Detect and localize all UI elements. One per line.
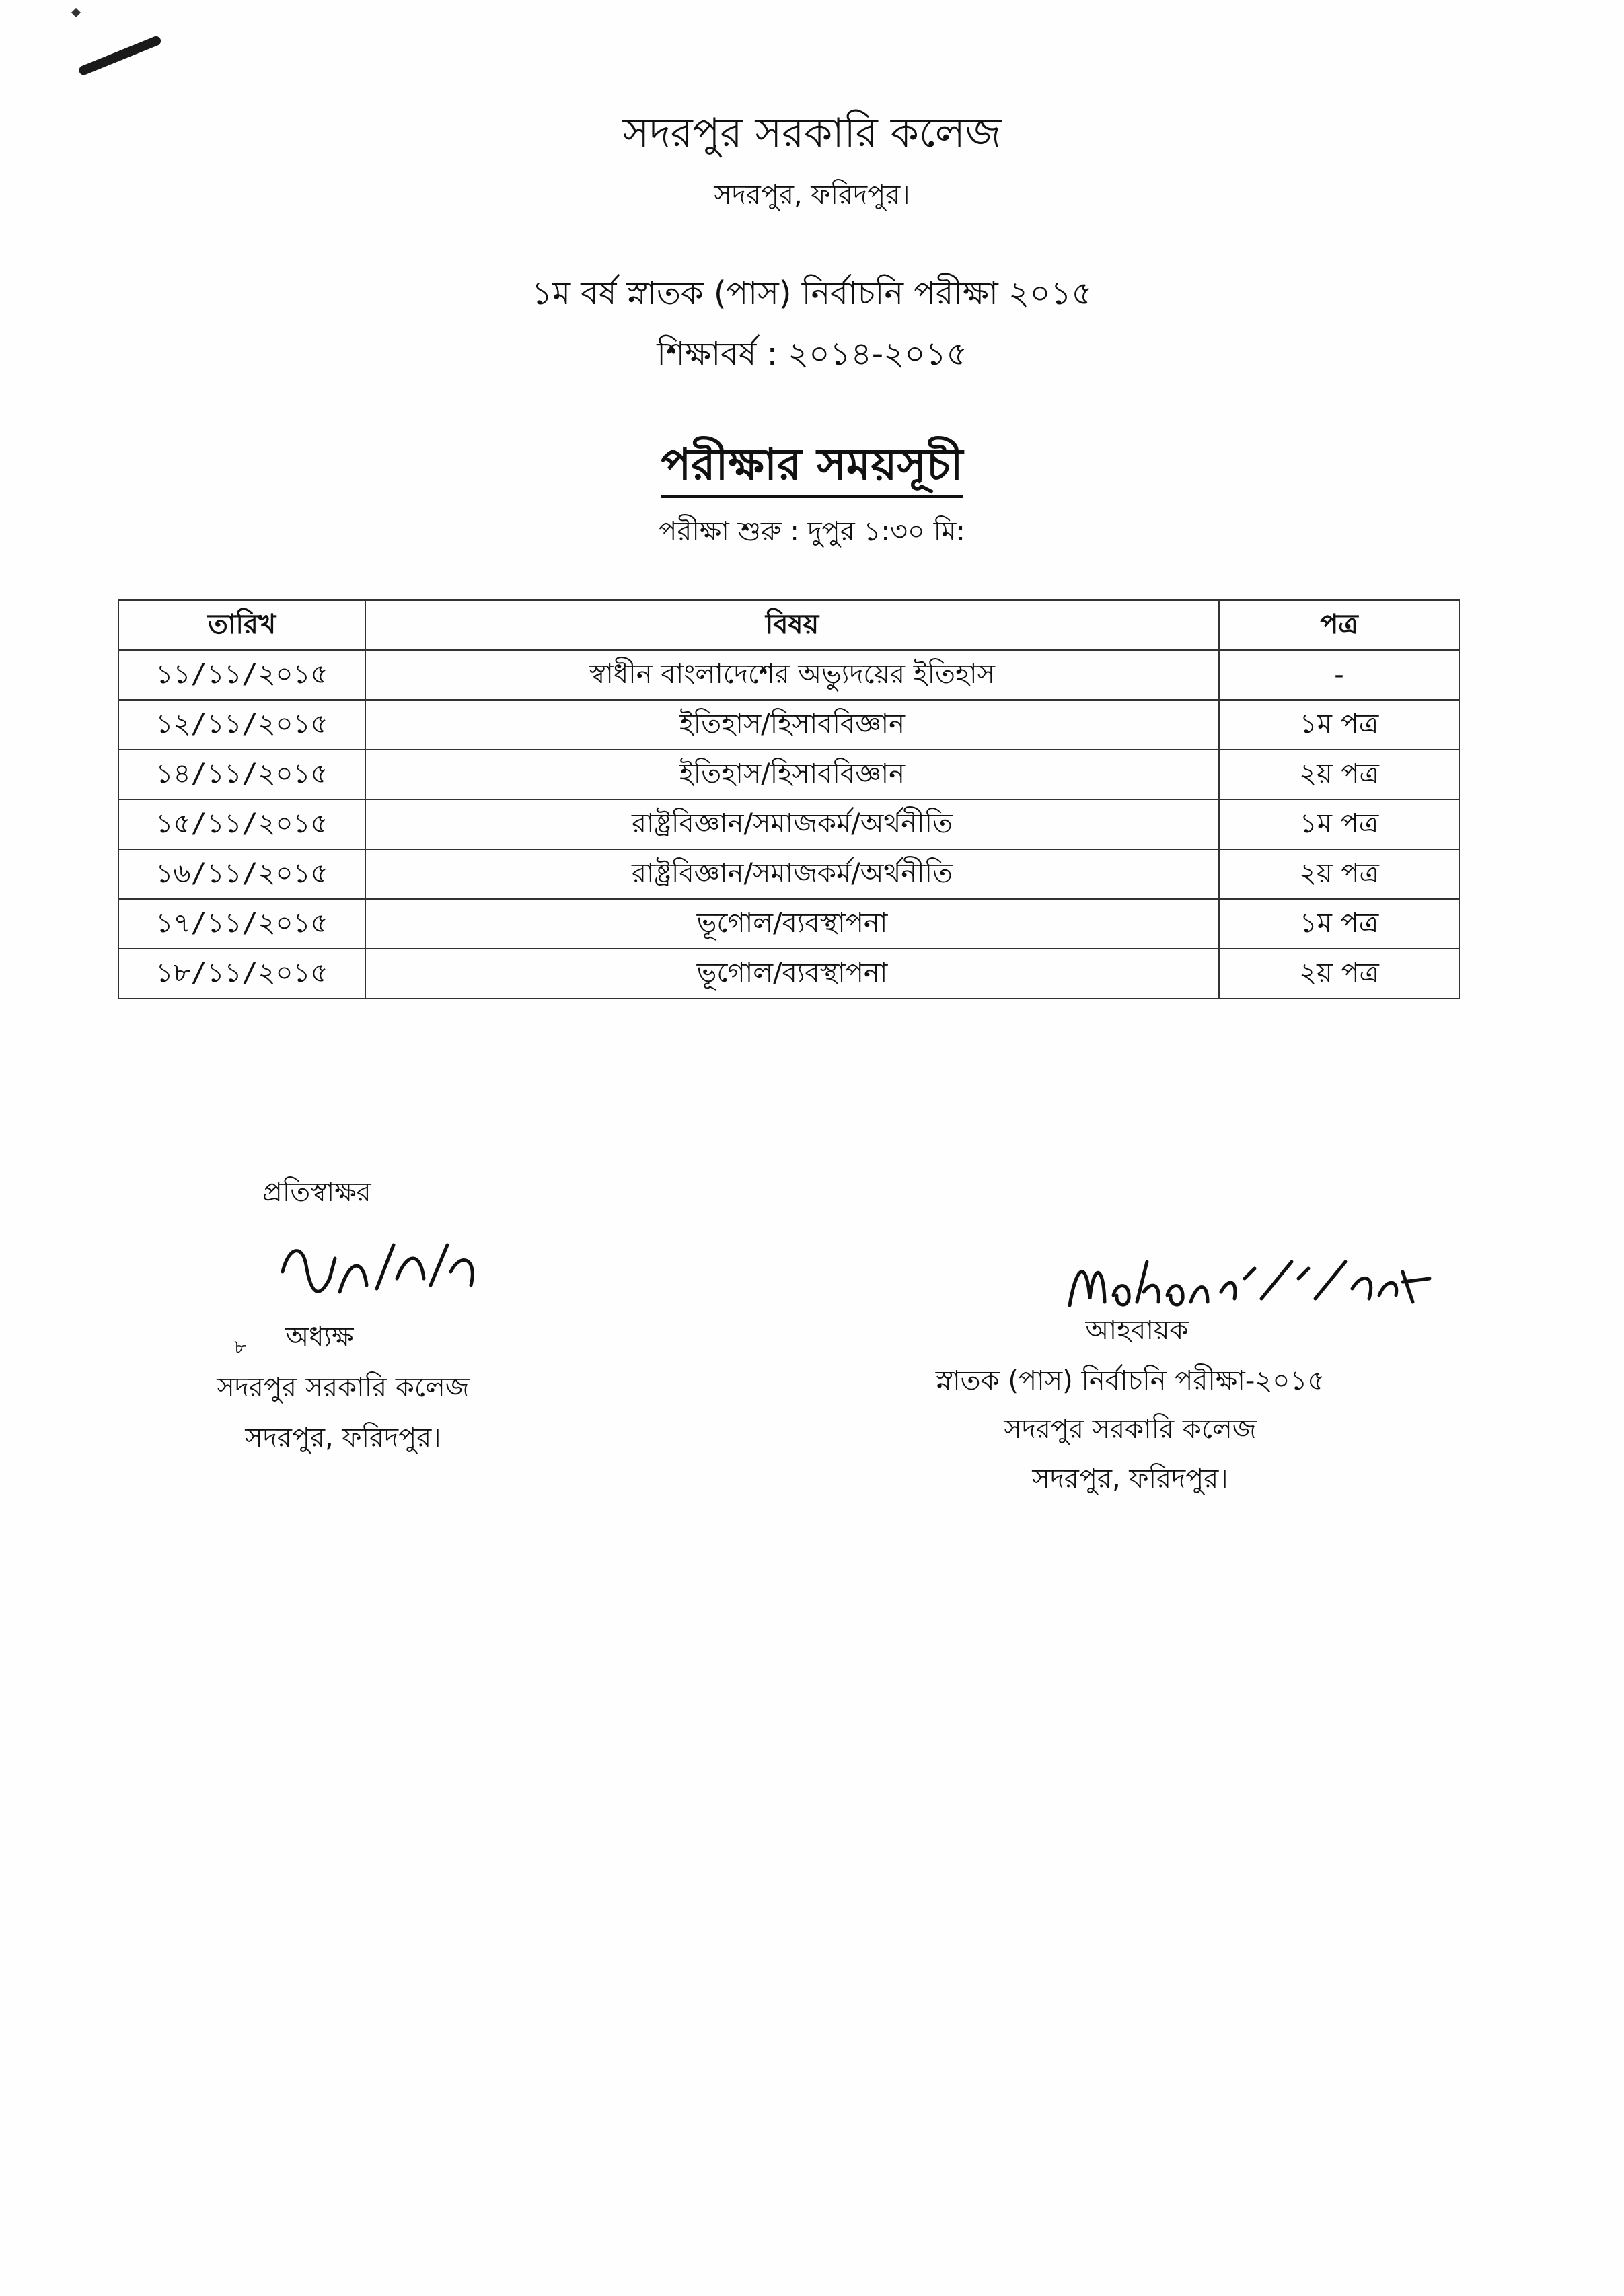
row-paper: ১ম পত্র [1219, 799, 1459, 849]
row-date: ১৭/১১/২০১৫ [118, 899, 365, 949]
small-mark: ৮ [234, 1336, 247, 1358]
row-subject: ইতিহাস/হিসাববিজ্ঞান [365, 700, 1219, 750]
table-row [118, 849, 1459, 899]
row-subject: ভূগোল/ব্যবস্থাপনা [365, 949, 1219, 999]
scan-mark [71, 8, 81, 17]
row-paper: - [1219, 650, 1459, 700]
row-subject: রাষ্ট্রবিজ্ঞান/সমাজকর্ম/অর্থনীতি [365, 849, 1219, 899]
row-paper: ২য় পত্র [1219, 750, 1459, 799]
row-date: ১১/১১/২০১৫ [118, 650, 365, 700]
row-date: ১৬/১১/২০১৫ [118, 849, 365, 899]
convener-institution: সদরপুর সরকারি কলেজ [1004, 1414, 1257, 1445]
table-header-row [118, 600, 1459, 651]
principal-role: অধ্যক্ষ [285, 1322, 354, 1353]
table-row [118, 750, 1459, 799]
principal-signature [276, 1231, 491, 1319]
academic-session: শিক্ষাবর্ষ : ২০১৪-২০১৫ [657, 335, 967, 373]
row-date: ১৮/১১/২০১৫ [118, 949, 365, 999]
exam-start-time: পরীক্ষা শুরু : দুপুর ১:৩০ মি: [659, 516, 965, 547]
row-paper: ১ম পত্র [1219, 899, 1459, 949]
table-row [118, 799, 1459, 849]
row-paper: ২য় পত্র [1219, 849, 1459, 899]
college-address: সদরপুর, ফরিদপুর। [714, 180, 910, 211]
college-name: সদরপুর সরকারি কলেজ [622, 110, 1002, 157]
convener-address: সদরপুর, ফরিদপুর। [1032, 1464, 1228, 1495]
header-paper: পত্র [1219, 600, 1459, 651]
row-date: ১৫/১১/২০১৫ [118, 799, 365, 849]
convener-role: আহবায়ক [1085, 1315, 1189, 1346]
row-subject: স্বাধীন বাংলাদেশের অভ্যুদয়ের ইতিহাস [365, 650, 1219, 700]
table-row [118, 899, 1459, 949]
row-paper: ২য় পত্র [1219, 949, 1459, 999]
pen-stroke-mark [77, 35, 162, 77]
table-row [118, 650, 1459, 700]
row-paper: ১ম পত্র [1219, 700, 1459, 750]
schedule-heading-text: পরীক্ষার সময়সূচী [661, 439, 963, 498]
row-date: ১২/১১/২০১৫ [118, 700, 365, 750]
countersign-label: প্রতিস্বাক্ষর [262, 1177, 371, 1208]
principal-institution: সদরপুর সরকারি কলেজ [217, 1372, 470, 1403]
principal-address: সদরপুর, ফরিদপুর। [245, 1423, 441, 1454]
schedule-table [118, 599, 1460, 999]
convener-committee: স্নাতক (পাস) নির্বাচনি পরীক্ষা-২০১৫ [935, 1365, 1325, 1396]
row-date: ১৪/১১/২০১৫ [118, 750, 365, 799]
exam-title: ১ম বর্ষ স্নাতক (পাস) নির্বাচনি পরীক্ষা ২০১৫ [531, 275, 1093, 312]
header-subject: বিষয় [365, 600, 1219, 651]
schedule-heading [0, 431, 1624, 505]
table-row [118, 700, 1459, 750]
row-subject: রাষ্ট্রবিজ্ঞান/সমাজকর্ম/অর্থনীতি [365, 799, 1219, 849]
row-subject: ভূগোল/ব্যবস্থাপনা [365, 899, 1219, 949]
row-subject: ইতিহাস/হিসাববিজ্ঞান [365, 750, 1219, 799]
table-row [118, 949, 1459, 999]
header-date: তারিখ [118, 600, 365, 651]
